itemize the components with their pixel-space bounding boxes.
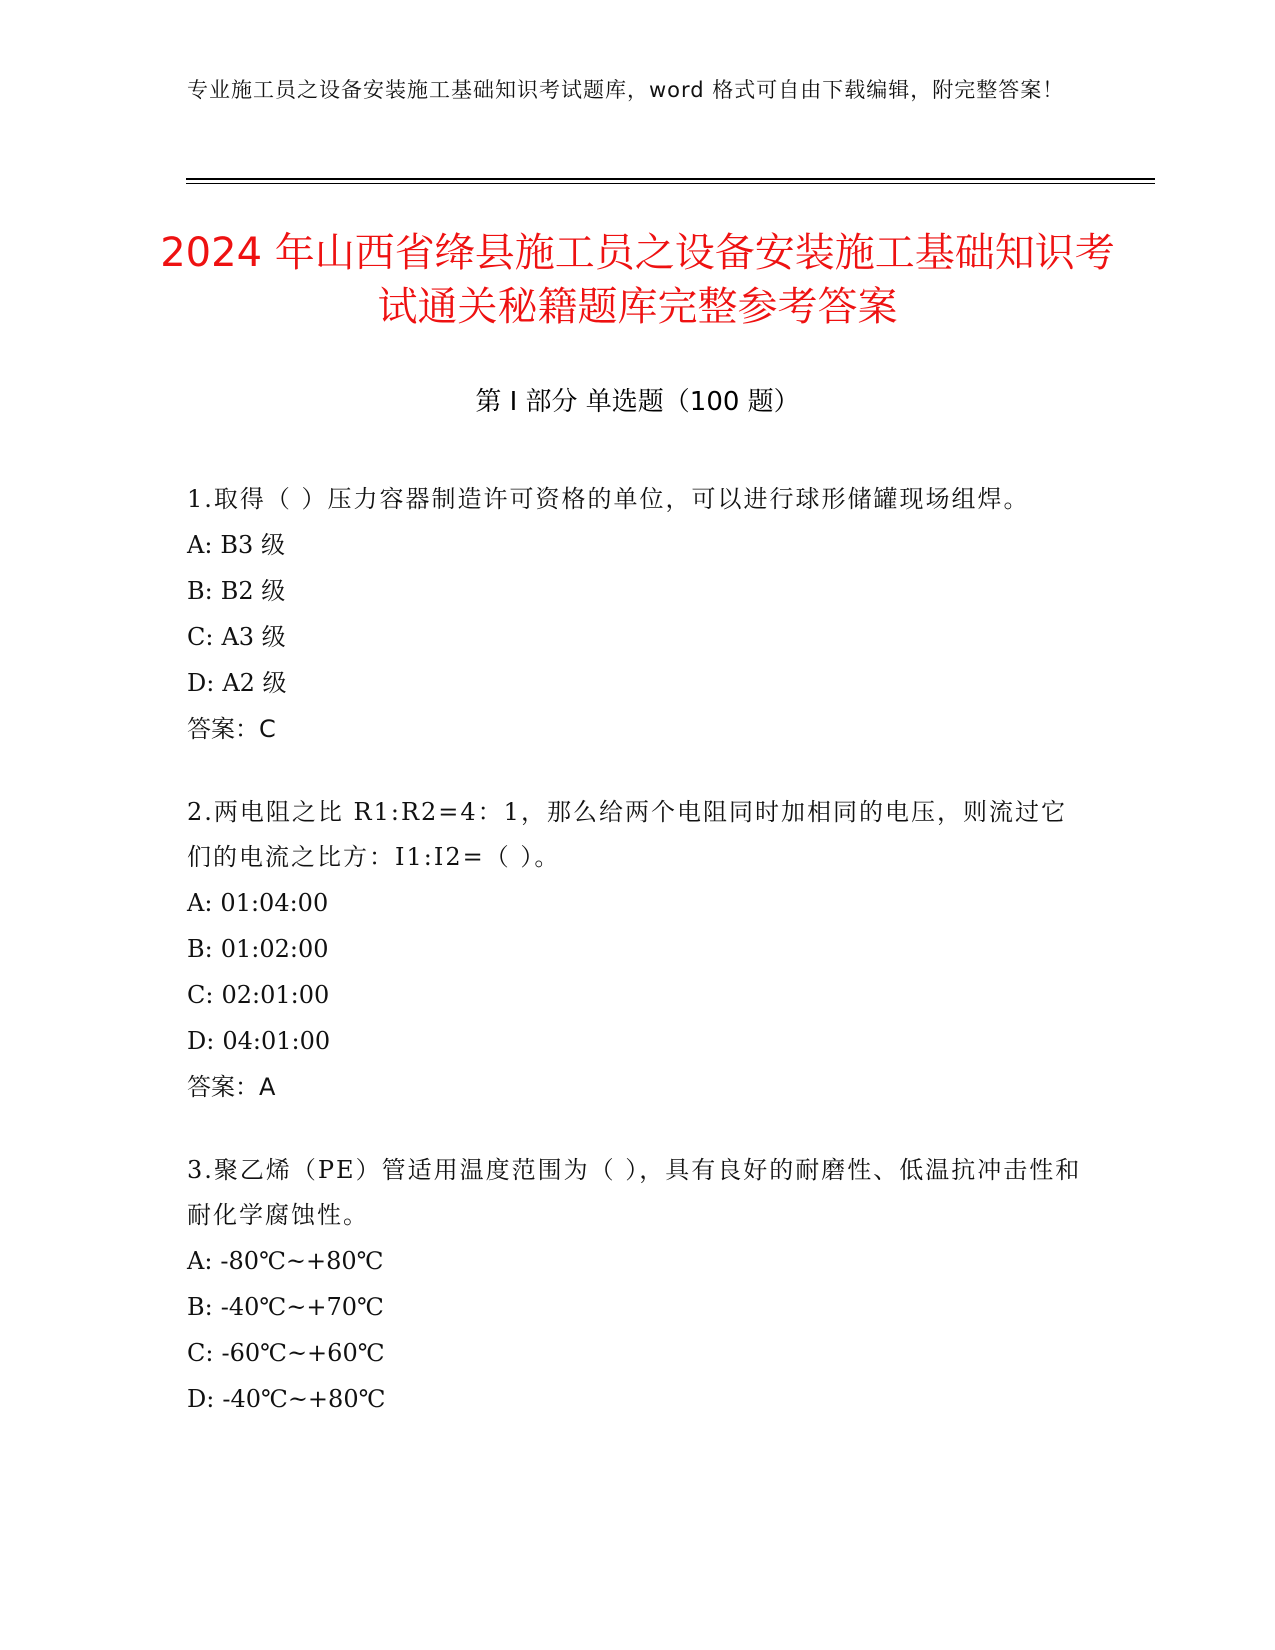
option-d	[187, 1376, 1087, 1422]
question-1	[187, 477, 1087, 752]
option-b	[187, 1284, 1087, 1330]
option-b	[187, 926, 1087, 972]
option-key: A:	[187, 1247, 213, 1275]
option-value: -40℃~+70℃	[220, 1293, 384, 1321]
option-b	[187, 568, 1087, 614]
option-c	[187, 1330, 1087, 1376]
option-key: A:	[187, 889, 213, 917]
option-value: 04:01:00	[222, 1027, 331, 1055]
option-value: B2 级	[220, 577, 286, 605]
question-stem: 1.取得（ ）压力容器制造许可资格的单位，可以进行球形储罐现场组焊。	[187, 485, 1030, 513]
option-key: B:	[187, 1293, 213, 1321]
option-value: -40℃~+80℃	[222, 1385, 386, 1413]
option-a	[187, 880, 1087, 926]
option-value: B3 级	[220, 531, 285, 559]
header-note: 专业施工员之设备安装施工基础知识考试题库，word 格式可自由下载编辑，附完整答案！	[187, 78, 1065, 102]
question-stem: 3.聚乙烯（PE）管适用温度范围为（ ），具有良好的耐磨性、低温抗冲击性和耐化学腐蚀性。	[187, 1156, 1082, 1229]
option-list	[187, 880, 1087, 1064]
answer-line: 答案：A	[187, 1073, 276, 1101]
option-c	[187, 972, 1087, 1018]
option-value: A3 级	[221, 623, 286, 651]
option-key: D:	[187, 1385, 215, 1413]
option-d	[187, 660, 1087, 706]
question-stem: 2.两电阻之比 R1:R2=4：1，那么给两个电阻同时加相同的电压，则流过它们的电流之比方：I1:I2=（ ）。	[187, 798, 1067, 871]
option-key: D:	[187, 669, 215, 697]
option-value: -60℃~+60℃	[221, 1339, 385, 1367]
document-title: 2024 年山西省绛县施工员之设备安装施工基础知识考试通关秘籍题库完整参考答案	[160, 230, 1115, 330]
header-rule-thin	[186, 183, 1155, 184]
option-value: 01:04:00	[220, 889, 329, 917]
option-d	[187, 1018, 1087, 1064]
option-key: B:	[187, 577, 213, 605]
option-key: C:	[187, 981, 214, 1009]
option-key: B:	[187, 935, 213, 963]
option-c	[187, 614, 1087, 660]
option-a	[187, 1238, 1087, 1284]
option-key: C:	[187, 1339, 214, 1367]
section-heading: 第 I 部分 单选题（100 题）	[475, 387, 800, 417]
option-list	[187, 522, 1087, 706]
question-2	[187, 790, 1087, 1110]
option-key: D:	[187, 1027, 215, 1055]
option-key: A:	[187, 531, 213, 559]
answer-line: 答案：C	[187, 715, 276, 743]
option-value: A2 级	[222, 669, 287, 697]
option-key: C:	[187, 623, 214, 651]
option-value: 01:02:00	[220, 935, 329, 963]
question-3	[187, 1148, 1087, 1422]
option-a	[187, 522, 1087, 568]
option-list	[187, 1238, 1087, 1422]
question-list	[187, 477, 1087, 1460]
header-rule-thick	[186, 178, 1155, 180]
option-value: -80℃~+80℃	[220, 1247, 384, 1275]
option-value: 02:01:00	[221, 981, 330, 1009]
